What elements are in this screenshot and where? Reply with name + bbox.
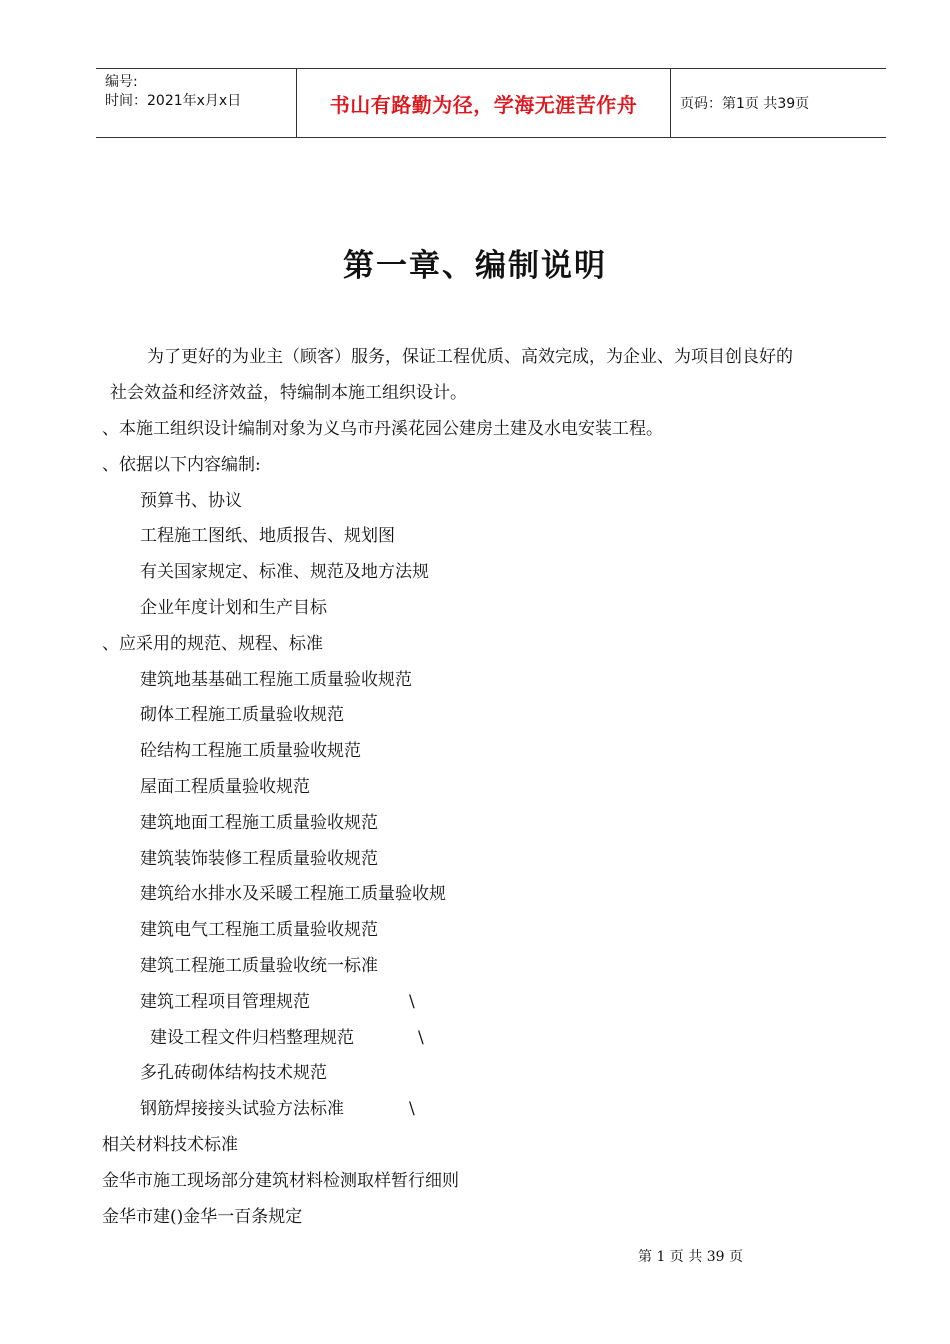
backslash-mark: \ (409, 992, 415, 1012)
standard-item: 建筑装饰装修工程质量验收规范 (140, 849, 378, 869)
header-meta (96, 69, 296, 137)
standard-item: 钢筋焊接接头试验方法标准 (140, 1099, 344, 1119)
backslash-mark: \ (409, 1099, 415, 1119)
page-footer: 第 1 页 共 39 页 (638, 1249, 743, 1265)
document-header (96, 68, 886, 138)
intro-line-1: 为了更好的为业主（顾客）服务，保证工程优质、高效完成，为企业、为项目创良好的 (147, 347, 793, 367)
basis-item: 工程施工图纸、地质报告、规划图 (140, 526, 395, 546)
standard-item: 金华市建()金华一百条规定 (102, 1207, 303, 1227)
chapter-title: 第一章、编制说明 (343, 248, 607, 284)
standard-item: 屋面工程质量验收规范 (140, 777, 310, 797)
standard-item: 建设工程文件归档整理规范 (150, 1028, 354, 1048)
basis-item: 企业年度计划和生产目标 (140, 598, 327, 618)
time-label: 时间：2021年x月x日 (105, 93, 242, 109)
code-label: 编号: (105, 74, 138, 90)
backslash-mark: \ (418, 1028, 424, 1048)
standard-item: 建筑电气工程施工质量验收规范 (140, 920, 378, 940)
standard-item: 砌体工程施工质量验收规范 (140, 705, 344, 725)
standard-item: 建筑地面工程施工质量验收规范 (140, 813, 378, 833)
standard-item: 建筑工程施工质量验收统一标准 (140, 956, 378, 976)
standard-item: 砼结构工程施工质量验收规范 (140, 741, 361, 761)
standard-item: 建筑给水排水及采暖工程施工质量验收规 (140, 884, 446, 904)
standard-item: 金华市施工现场部分建筑材料检测取样暂行细则 (102, 1171, 459, 1191)
standard-item: 相关材料技术标准 (102, 1135, 238, 1155)
item-scope: 、本施工组织设计编制对象为义乌市丹溪花园公建房土建及水电安装工程。 (102, 419, 663, 439)
item-basis: 、依据以下内容编制: (102, 455, 261, 475)
standard-item: 多孔砖砌体结构技术规范 (140, 1063, 327, 1083)
basis-item: 预算书、协议 (140, 491, 242, 511)
standard-item: 建筑地基基础工程施工质量验收规范 (140, 670, 412, 690)
item-standards: 、应采用的规范、规程、标准 (102, 634, 323, 654)
header-page-cell (670, 69, 886, 137)
motto: 书山有路勤为径，学海无涯苦作舟 (329, 92, 638, 117)
basis-item: 有关国家规定、标准、规范及地方法规 (140, 562, 429, 582)
standard-item: 建筑工程项目管理规范 (140, 992, 310, 1012)
page-info: 页码：第1页 共39页 (680, 96, 810, 112)
header-motto-cell (296, 69, 671, 137)
intro-line-2: 社会效益和经济效益，特编制本施工组织设计。 (110, 383, 467, 403)
